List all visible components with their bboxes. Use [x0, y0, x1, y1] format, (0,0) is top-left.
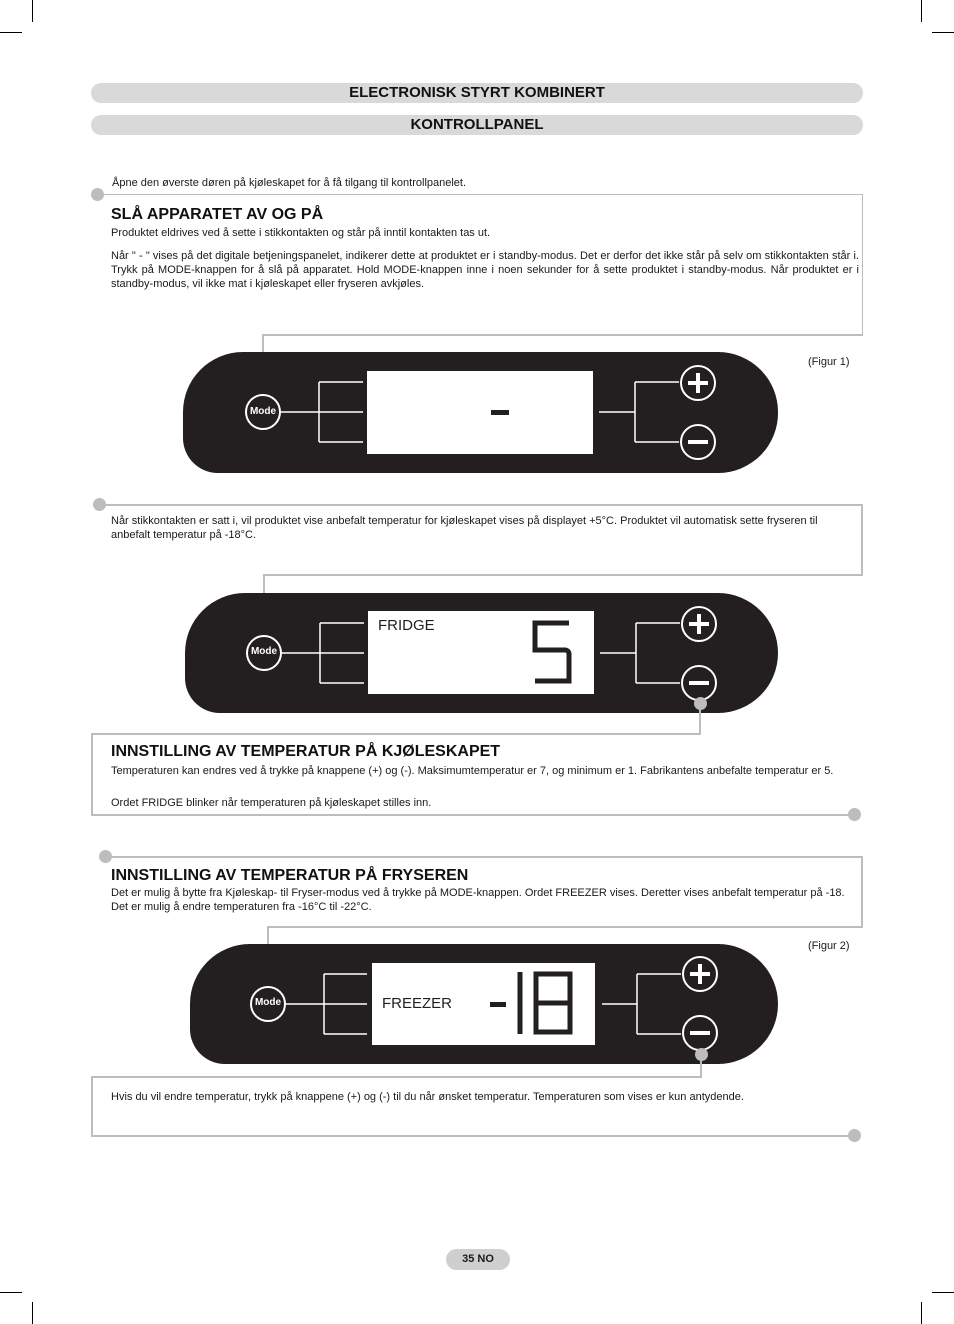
section-heading: SLÅ APPARATET AV OG PÅ [111, 206, 324, 223]
mode-button[interactable]: Mode [249, 406, 277, 417]
callout-dot [848, 1129, 861, 1142]
section-frame [861, 856, 863, 928]
crop-mark [32, 0, 33, 22]
crop-mark [921, 1302, 922, 1324]
plus-button[interactable] [681, 606, 717, 642]
display-dash [491, 410, 509, 415]
display-dash [490, 1002, 506, 1007]
plus-button[interactable] [682, 956, 718, 992]
crop-mark [0, 32, 22, 33]
mode-button[interactable]: Mode [254, 997, 282, 1008]
crop-mark [32, 1302, 33, 1324]
crop-mark [921, 0, 922, 22]
section-frame [862, 194, 863, 336]
section-title: KONTROLLPANEL [91, 115, 863, 135]
callout-line [263, 334, 863, 336]
section-frame [91, 733, 701, 735]
mode-button[interactable]: Mode [250, 646, 278, 657]
page-title: ELECTRONISK STYRT KOMBINERT [91, 83, 863, 103]
crop-mark [0, 1292, 22, 1293]
intro-text: Åpne den øverste døren på kjøleskapet for å få tilgang til kontrollpanelet. [112, 177, 467, 189]
section-heading: INNSTILLING AV TEMPERATUR PÅ FRYSEREN [111, 867, 469, 884]
page-number: 35 NO [446, 1249, 510, 1270]
section-frame [99, 504, 863, 506]
section-paragraph: Produktet eldrives ved å sette i stikkontakten og står på inntil kontakten tas ut. [111, 227, 491, 239]
section-paragraph: Når stikkontakten er satt i, vil produktet vise anbefalt temperatur for kjøleskapet vises på displayet +5°C. Produktet vil automatisk sette fryseren til anbefalt temperatur på -18°C. [111, 515, 818, 541]
figure-label: (Figur 2) [808, 940, 850, 952]
section-paragraph: Temperaturen kan endres ved å trykke på knappene (+) og (-). Maksimumtemperatur er 7, og minimum er 1. Fabrikantens anbefalte temperatur er 5. [111, 765, 834, 777]
section-frame [91, 1076, 93, 1137]
section-heading: INNSTILLING AV TEMPERATUR PÅ KJØLESKAPET [111, 743, 501, 760]
minus-button[interactable] [680, 424, 716, 460]
callout-line [700, 1056, 702, 1078]
section-frame [91, 1135, 851, 1137]
callout-line [268, 926, 863, 928]
section-frame [91, 733, 93, 816]
callout-line [699, 705, 701, 735]
section-frame [91, 1076, 702, 1078]
figure-label: (Figur 1) [808, 356, 850, 368]
minus-button[interactable] [681, 665, 717, 701]
section-frame [91, 814, 851, 816]
section-paragraph: Når " - " vises på det digitale betjeningspanelet, indikerer dette at produktet er i standby-modus. Det er derfor det ikke står på selv om stikkontakten står i. Trykk på MODE-knappen for å slå på apparatet. Hold MODE-knappen inne i noen sekunder for å sette produktet i standby-modus. Når produktet er i standby-modus, vil ikke mat i kjøleskapet eller fryseren avkjøles. [111, 250, 859, 290]
display-label: FREEZER [382, 995, 453, 1012]
plus-button[interactable] [680, 365, 716, 401]
section-paragraph: Ordet FRIDGE blinker når temperaturen på kjøleskapet stilles inn. [111, 797, 432, 809]
crop-mark [932, 32, 954, 33]
callout-line [264, 574, 863, 576]
display-label: FRIDGE [378, 617, 435, 634]
section-frame [861, 504, 863, 576]
crop-mark [932, 1292, 954, 1293]
minus-button[interactable] [682, 1015, 718, 1051]
section-frame [105, 856, 863, 858]
section-paragraph: Hvis du vil endre temperatur, trykk på knappene (+) og (-) til du når ønsket temperatur. Temperaturen som vises er kun antydende. [111, 1091, 744, 1103]
section-paragraph: Det er mulig å bytte fra Kjøleskap- til Fryser-modus ved å trykke på MODE-knappen. Ordet FREEZER vises. Deretter vises anbefalt temperatur på -18. Det er mulig å endre temperaturen fra -16°C til -22°C. [111, 887, 845, 913]
